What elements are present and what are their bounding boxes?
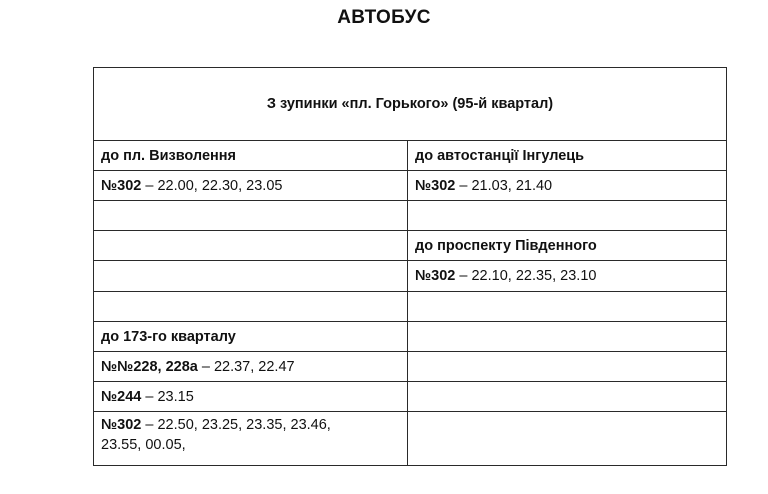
table-cell (94, 382, 408, 412)
empty-cell (408, 382, 727, 412)
table-cell (408, 141, 727, 171)
empty-cell (408, 352, 727, 382)
table-cell (408, 261, 727, 292)
empty-cell (408, 412, 727, 466)
stop-heading-cell (94, 68, 727, 141)
table-row (94, 382, 727, 412)
empty-cell (408, 201, 727, 231)
table-cell (408, 231, 727, 261)
route-number: №302 (415, 177, 456, 194)
destination-label: до автостанції Інгулець (415, 147, 585, 164)
route-number: №302 (415, 268, 456, 284)
empty-cell (408, 322, 727, 352)
table-row (94, 201, 727, 231)
departure-times: – 22.10, 22.35, 23.10 (455, 268, 597, 284)
table-row (94, 352, 727, 382)
departure-times: – 22.37, 22.47 (197, 358, 295, 375)
route-number: №302 (101, 177, 142, 194)
stop-heading-row (94, 68, 727, 141)
departure-times-continued: 23.55, 00.05, (101, 437, 186, 453)
table-row (94, 231, 727, 261)
destination-label: до проспекту Південного (415, 237, 597, 254)
table-row (94, 292, 727, 322)
empty-cell (408, 292, 727, 322)
schedule-table (93, 67, 727, 466)
stop-heading: З зупинки «пл. Горького» (95-й квартал) (266, 96, 554, 112)
route-number: №302 (101, 417, 142, 433)
table-row (94, 141, 727, 171)
table-cell (408, 171, 727, 201)
departure-times: – 21.03, 21.40 (455, 177, 553, 194)
table-row (94, 412, 727, 466)
table-cell (94, 171, 408, 201)
table-cell (94, 322, 408, 352)
empty-cell (94, 201, 408, 231)
destination-label: до пл. Визволення (101, 147, 236, 164)
route-number: №№228, 228а (101, 358, 198, 375)
empty-cell (94, 231, 408, 261)
departure-times: – 23.15 (141, 388, 194, 405)
empty-cell (94, 261, 408, 292)
destination-label: до 173-го кварталу (101, 328, 236, 345)
table-row (94, 322, 727, 352)
departure-times: – 22.50, 23.25, 23.35, 23.46, (141, 417, 331, 433)
table-row (94, 261, 727, 292)
departure-times: – 22.00, 22.30, 23.05 (141, 177, 283, 194)
table-row (94, 171, 727, 201)
table-cell (94, 352, 408, 382)
empty-cell (94, 292, 408, 322)
route-number: №244 (101, 388, 142, 405)
table-cell (94, 412, 408, 466)
page-title: АВТОБУС (337, 7, 431, 28)
table-cell (94, 141, 408, 171)
